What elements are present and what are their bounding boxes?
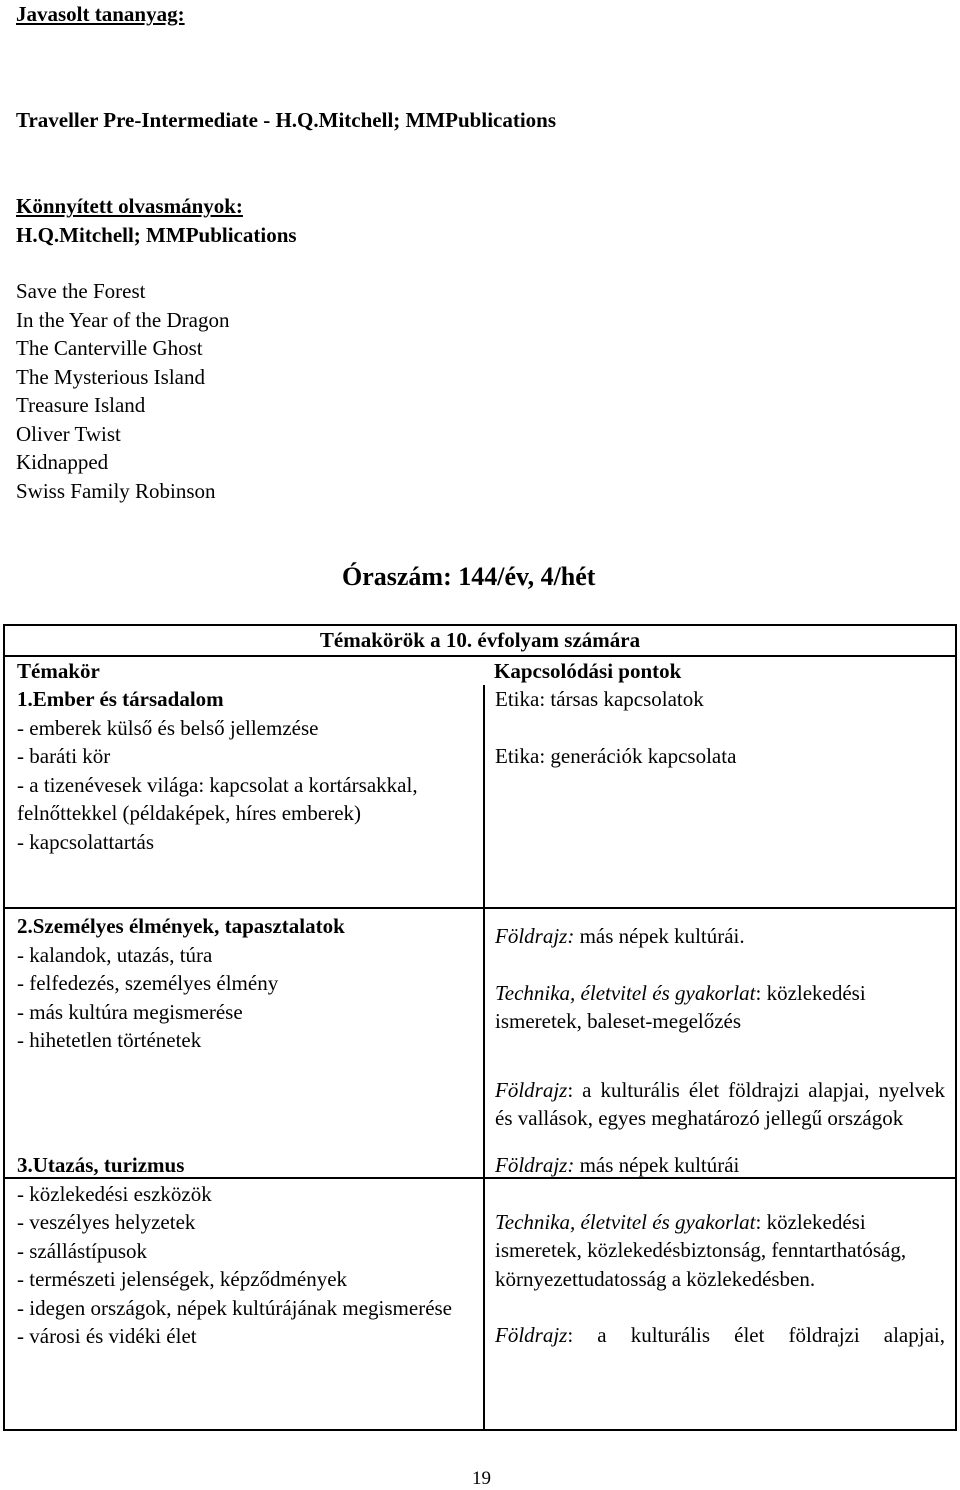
topic1-cell bbox=[4, 685, 484, 908]
topic2-link-geo: Földrajz: más népek kultúrái. bbox=[495, 924, 745, 948]
col-links-header: Kapcsolódási pontok bbox=[484, 656, 956, 686]
reader-item: Oliver Twist bbox=[16, 422, 121, 446]
topic3-cell bbox=[4, 1153, 484, 1430]
subject-label: Technika, életvitel és gyakorlat bbox=[495, 1209, 756, 1234]
topic1-item: - emberek külső és belső jellemzése bbox=[17, 715, 319, 740]
topic1-links-cell bbox=[484, 685, 956, 908]
topic3-link-geo: Földrajz: más népek kultúrái bbox=[495, 1153, 740, 1177]
readers-heading: Könnyített olvasmányok: bbox=[16, 194, 243, 218]
page-number: 19 bbox=[472, 1468, 491, 1489]
topic2-item: - kalandok, utazás, túra bbox=[17, 942, 213, 967]
col-topic-header: Témakör bbox=[4, 656, 484, 686]
topic3-item: - természeti jelenségek, képződmények bbox=[17, 1267, 348, 1291]
topic3-item: - városi és vidéki élet bbox=[17, 1324, 197, 1348]
topic1-title: 1.Ember és társadalom bbox=[17, 687, 224, 711]
table-row bbox=[4, 908, 956, 1178]
reader-item: The Mysterious Island bbox=[16, 365, 205, 389]
topic2-item: - más kultúra megismerése bbox=[17, 999, 243, 1024]
topic3-item: - közlekedési eszközök bbox=[17, 1181, 212, 1206]
topics-table bbox=[3, 624, 957, 1431]
topic2-link-geo2: Földrajz: a kulturális élet földrajzi alapjai, nyelvek és vallások, egyes meghatározó jellegű országok bbox=[495, 1077, 945, 1130]
table-header-row bbox=[4, 656, 956, 686]
reader-item: Treasure Island bbox=[16, 393, 146, 417]
topic3-link-geo2: Földrajz: a kulturális élet földrajzi alapjai, bbox=[495, 1323, 945, 1347]
readers-publisher: H.Q.Mitchell; MMPublications bbox=[16, 223, 297, 247]
topic3-item: - idegen országok, népek kultúrájának megismerése bbox=[17, 1295, 453, 1320]
topic1-link: Etika: társas kapcsolatok bbox=[495, 687, 704, 711]
topic2-title: 2.Személyes élmények, tapasztalatok bbox=[17, 914, 345, 938]
topic2-links-cell bbox=[484, 908, 956, 1178]
topic3-link-tech: Technika, életvitel és gyakorlat: közlekedési ismeretek, közlekedésbiztonság, fenntarthatóság, környezettudatosság a közlekedésben. bbox=[495, 1209, 907, 1291]
reader-item: Kidnapped bbox=[16, 450, 109, 474]
topic2-link-tech: Technika, életvitel és gyakorlat: közlekedési ismeretek, baleset-megelőzés bbox=[495, 980, 866, 1033]
topic1-item: - baráti kör bbox=[17, 744, 111, 768]
topic3-item: - szállástípusok bbox=[17, 1238, 148, 1263]
suggested-material-heading: Javasolt tananyag: bbox=[16, 2, 185, 26]
topic2-item: - hihetetlen történetek bbox=[17, 1028, 202, 1052]
subject-label: Földrajz: bbox=[495, 924, 575, 948]
subject-label: Földrajz bbox=[495, 1323, 568, 1347]
topic3-item: - veszélyes helyzetek bbox=[17, 1210, 196, 1234]
topic1-item: - a tizenévesek világa: kapcsolat a kortársakkal, felnőttekkel (példaképek, híres emberek) bbox=[17, 772, 418, 825]
subject-label: Földrajz: bbox=[495, 1153, 575, 1177]
topic1-item: - kapcsolattartás bbox=[17, 829, 155, 854]
reader-item: In the Year of the Dragon bbox=[16, 308, 230, 332]
table-row bbox=[4, 685, 956, 908]
topic3-title: 3.Utazás, turizmus bbox=[17, 1153, 185, 1177]
topic1-link: Etika: generációk kapcsolata bbox=[495, 743, 737, 768]
reader-item: Swiss Family Robinson bbox=[16, 479, 216, 503]
table-title-row bbox=[4, 625, 956, 656]
reader-item: The Canterville Ghost bbox=[16, 336, 203, 360]
hours-heading: Óraszám: 144/év, 4/hét bbox=[342, 562, 596, 591]
table-title: Témakörök a 10. évfolyam számára bbox=[4, 625, 956, 656]
table-row bbox=[4, 1178, 956, 1430]
topic3-links-cell bbox=[484, 1153, 956, 1430]
coursebook-title: Traveller Pre-Intermediate - H.Q.Mitchell; MMPublications bbox=[16, 108, 557, 132]
subject-label: Technika, életvitel és gyakorlat bbox=[495, 980, 756, 1005]
subject-label: Földrajz bbox=[495, 1077, 568, 1102]
topic2-item: - felfedezés, személyes élmény bbox=[17, 971, 279, 995]
topic2-cell bbox=[4, 908, 484, 1178]
reader-item: Save the Forest bbox=[16, 279, 146, 303]
